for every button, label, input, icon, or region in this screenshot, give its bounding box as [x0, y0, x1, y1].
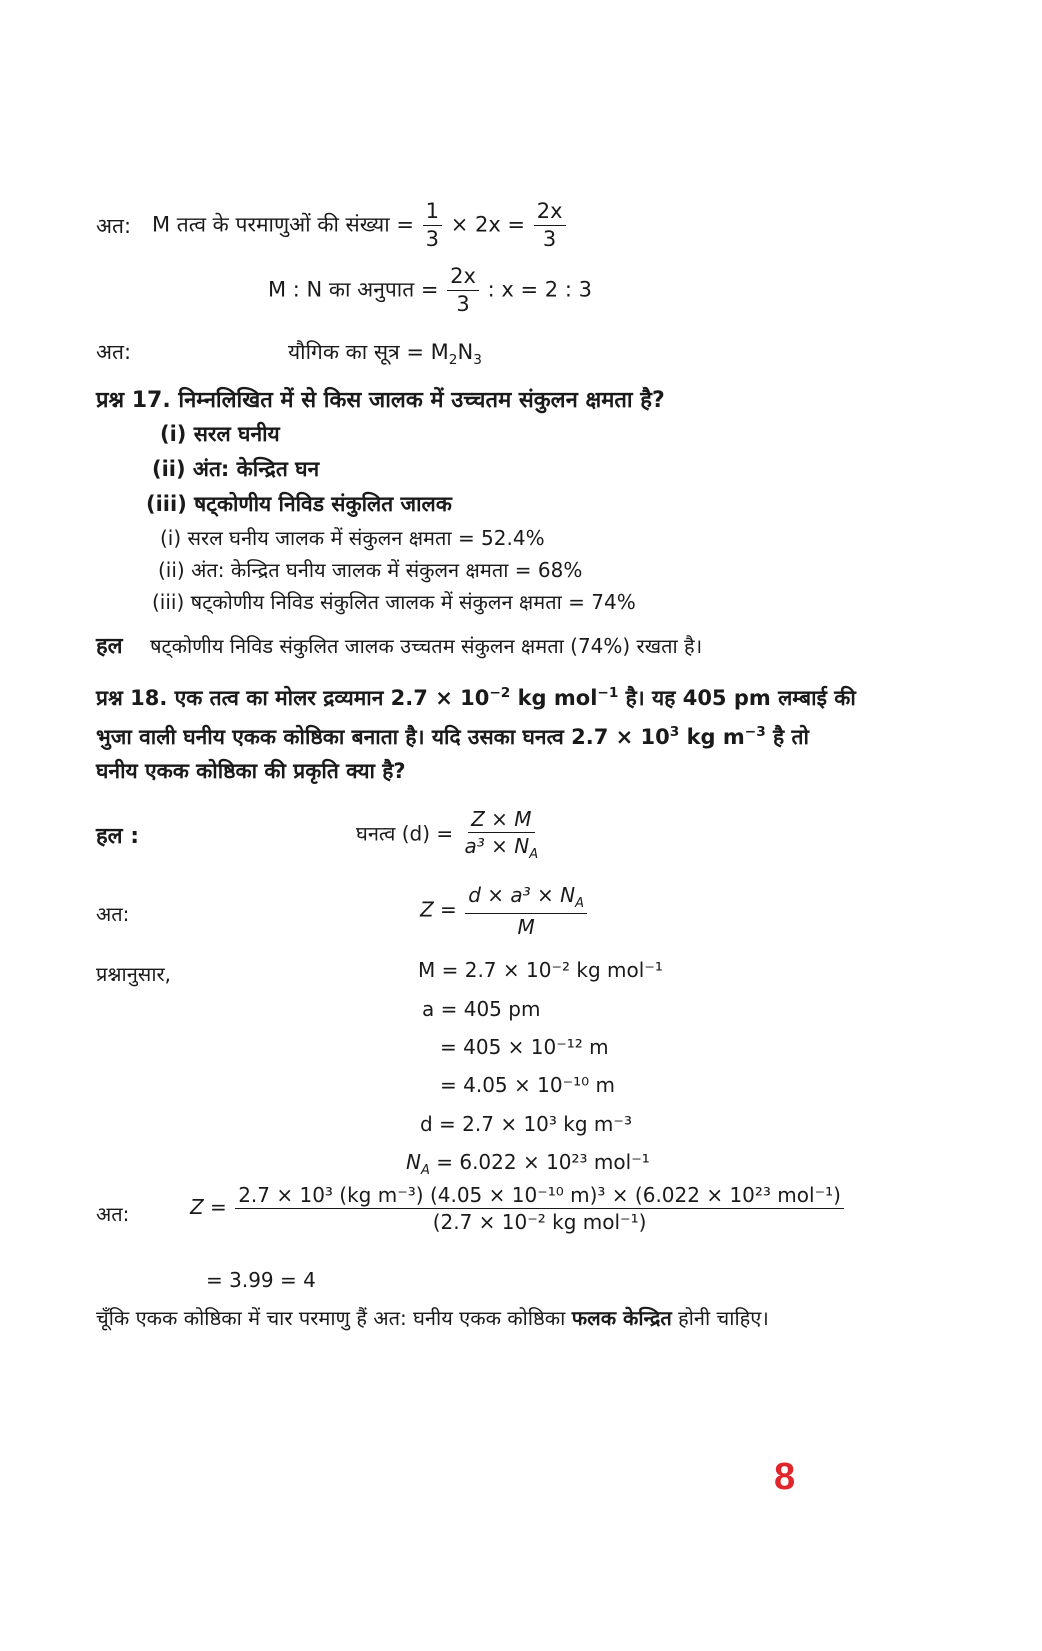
fraction-2x-third-ratio: [447, 265, 479, 316]
q17-solution-label: हल: [96, 634, 123, 659]
fraction-denominator: [461, 833, 541, 862]
question-17-text: निम्नलिखित में से किस जालक में उच्चतम संकुलन क्षमता है?: [178, 388, 665, 413]
q18-sup: −2: [489, 685, 511, 701]
fraction-denominator: M: [517, 915, 535, 940]
q18-sup: 3: [669, 724, 680, 740]
atom-count-equation: [152, 200, 568, 251]
density-equation: [356, 808, 543, 862]
formula-n: N: [457, 340, 474, 364]
fraction-numerator: 2x: [447, 265, 479, 291]
conclusion-end: होनी चाहिए।: [671, 1306, 769, 1330]
q18-line1-c: है। यह 405 pm लम्बाई की: [618, 686, 856, 710]
avogadro-n: N: [406, 1150, 421, 1174]
q18-solution-label: हल :: [96, 824, 140, 849]
question-18-label: प्रश्न 18.: [96, 686, 168, 710]
formula-subscript-m: 2: [448, 352, 458, 369]
z-equation: [420, 884, 589, 938]
sub-a: A: [529, 847, 539, 862]
edge-length-m: = 405 × 10⁻¹² m: [440, 1035, 609, 1059]
z-num-text: d × a³ × N: [468, 883, 576, 907]
fraction-denominator: 3: [425, 227, 439, 252]
atah-label-3: अत:: [96, 902, 130, 926]
q17-answer-2: (ii) अंत: केन्द्रित घनीय जालक में संकुलन क्षमता = 68%: [158, 558, 583, 582]
given-molar-mass: M = 2.7 × 10⁻² kg mol⁻¹: [418, 958, 663, 982]
q18-sup: −1: [597, 685, 619, 701]
q17-answer-1: (i) सरल घनीय जालक में संकुलन क्षमता = 52.4%: [160, 526, 545, 550]
atah-label-4: अत:: [96, 1202, 130, 1226]
question-18-block: [96, 676, 908, 788]
fraction-denominator: 3: [456, 292, 470, 317]
final-z-equation: [190, 1184, 846, 1233]
q18-line-2: [96, 715, 908, 754]
fraction-numerator: 1: [423, 200, 442, 226]
q18-line-3: घनीय एकक कोष्ठिका की प्रकृति क्या है?: [96, 759, 406, 783]
sub-a: A: [575, 896, 584, 911]
density-label: घनत्व (d) =: [356, 821, 454, 846]
fraction-2x-third: [534, 200, 566, 251]
q17-answer-3: (iii) षट्कोणीय निविड संकुलित जालक में संकुलन क्षमता = 74%: [152, 590, 636, 614]
q17-option-2: (ii) अंत: केन्द्रित घन: [152, 457, 320, 481]
given-density: d = 2.7 × 10³ kg m⁻³: [420, 1112, 632, 1136]
q18-line2-c: है तो: [765, 725, 809, 749]
q18-line2-a: भुजा वाली घनीय एकक कोष्ठिका बनाता है। यदि उसका घनत्व 2.7 × 10: [96, 725, 670, 749]
final-z-lhs: Z =: [190, 1195, 227, 1219]
q18-line1-a: एक तत्व का मोलर द्रव्यमान 2.7 × 10: [174, 686, 490, 710]
density-den-text: a³ × N: [464, 834, 530, 858]
q18-sup: −3: [744, 724, 766, 740]
q18-line-1: [96, 676, 908, 715]
times-2x-text: × 2x =: [450, 212, 526, 237]
ratio-rest: : x = 2 : 3: [487, 277, 592, 302]
edge-length-scientific: = 4.05 × 10⁻¹⁰ m: [440, 1073, 615, 1097]
fraction-denominator: (2.7 × 10⁻² kg mol⁻¹): [432, 1210, 647, 1234]
fraction-numerator: 2.7 × 10³ (kg m⁻³) (4.05 × 10⁻¹⁰ m)³ × (6.022 × 10²³ mol⁻¹): [235, 1184, 844, 1209]
density-fraction: [461, 808, 541, 862]
z-lhs: Z =: [420, 897, 457, 922]
prashnanusar-label: प्रश्नानुसार,: [96, 962, 172, 986]
fraction-numerator: [465, 884, 587, 914]
atah-label-2: अत:: [96, 340, 132, 364]
z-fraction: [465, 884, 587, 938]
sub-a: A: [420, 1163, 430, 1178]
formula-subscript-n: 3: [473, 352, 482, 369]
question-17-label: प्रश्न 17.: [96, 388, 171, 413]
given-avogadro: [406, 1150, 650, 1178]
atah-label-1: अत:: [96, 214, 132, 238]
conclusion-text: चूँकि एकक कोष्ठिका में चार परमाणु हैं अत: घनीय एकक कोष्ठिका: [96, 1306, 572, 1330]
final-result: = 3.99 = 4: [206, 1268, 316, 1292]
conclusion-bold: फलक केन्द्रित: [571, 1306, 672, 1330]
q17-option-1: (i) सरल घनीय: [160, 422, 280, 446]
q17-option-3: (iii) षट्कोणीय निविड संकुलित जालक: [146, 492, 452, 516]
ratio-equation: [268, 265, 592, 316]
fraction-numerator: Z × M: [468, 808, 534, 833]
ratio-text: M : N का अनुपात =: [268, 277, 439, 302]
formula-text: यौगिक का सूत्र = M: [288, 340, 449, 364]
q17-solution-text: षट्कोणीय निविड संकुलित जालक उच्चतम संकुलन क्षमता (74%) रखता है।: [150, 634, 703, 658]
fraction-one-third: [423, 200, 442, 251]
question-17-heading: [96, 384, 665, 414]
q18-line2-b: kg m: [679, 725, 745, 749]
page-number: 8: [774, 1456, 796, 1498]
fraction-denominator: 3: [542, 227, 557, 252]
fraction-numerator: 2x: [534, 200, 566, 226]
avogadro-value: = 6.022 × 10²³ mol⁻¹: [436, 1150, 650, 1174]
conclusion: [96, 1304, 769, 1331]
compound-formula: [288, 338, 482, 368]
q18-line1-b: kg mol: [510, 686, 598, 710]
atom-count-text: M तत्व के परमाणुओं की संख्या =: [152, 212, 414, 237]
final-z-fraction: [235, 1184, 844, 1233]
given-edge-length: a = 405 pm: [422, 997, 541, 1021]
